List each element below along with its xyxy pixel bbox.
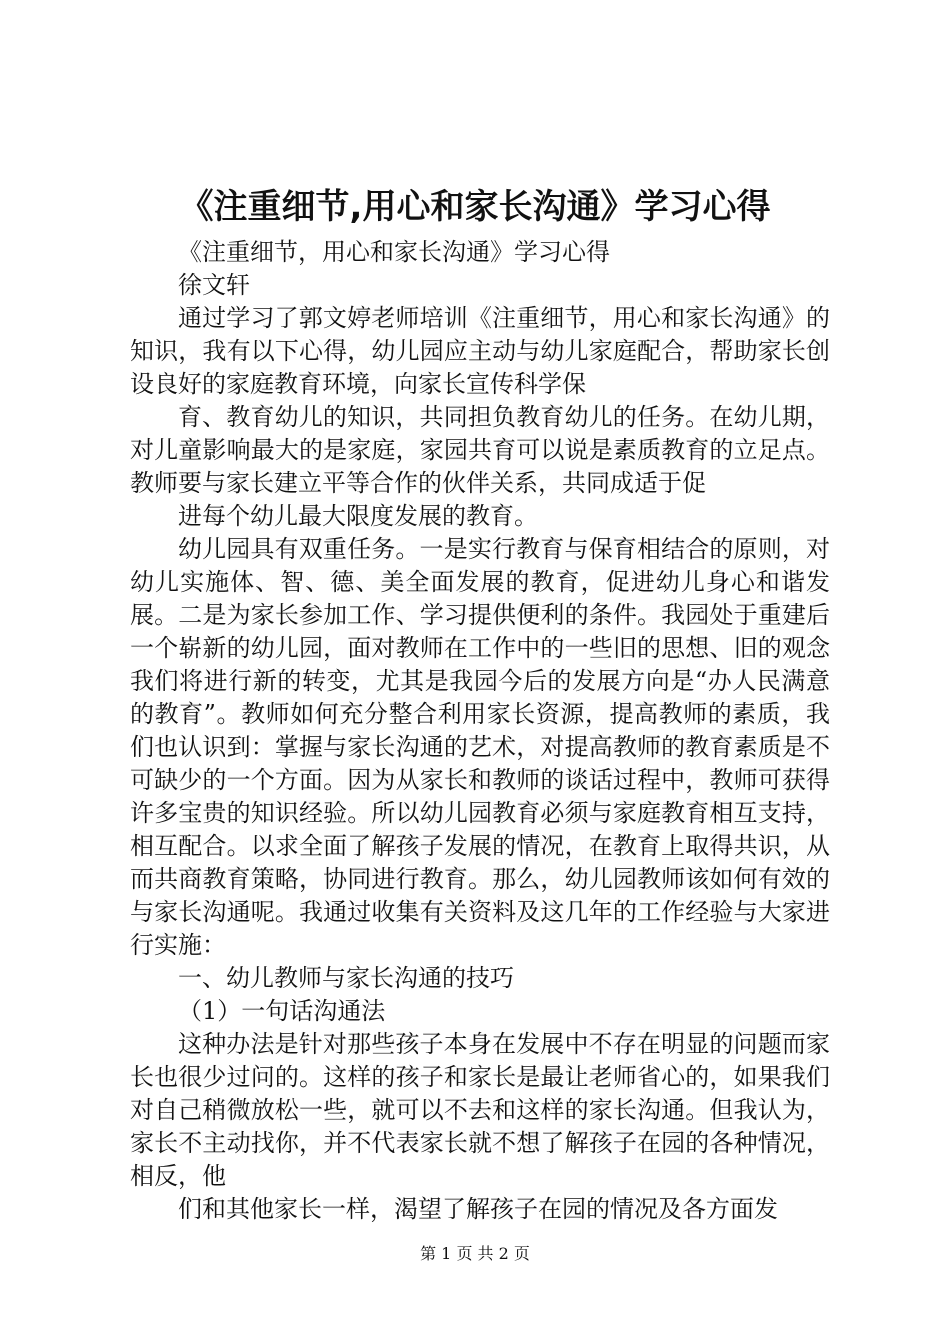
paragraph: 这种办法是针对那些孩子本身在发展中不存在明显的问题而家长也很少过问的。这样的孩子和家长是最让老师省心的，如果我们对自己稍微放松一些，就可以不去和这样的家长沟通。但我认为，家长不主动找你，并不代表家长就不想了解孩子在园的各种情况，相反，他 — [130, 1030, 830, 1190]
paragraph: 们和其他家长一样，渴望了解孩子在园的情况及各方面发 — [178, 1195, 778, 1223]
paragraph: 幼儿园具有双重任务。一是实行教育与保育相结合的原则，对幼儿实施体、智、德、美全面发展的教育，促进幼儿身心和谐发展。二是为家长参加工作、学习提供便利的条件。我园处于重建后一个崭新的幼儿园，面对教师在工作中的一些旧的思想、旧的观念我们将进行新的转变，尤其是我园今后的发展方向是“办人民满意的教育”。教师如何充分整合利用家长资源，提高教师的素质，我们也认识到：掌握与家长沟通的艺术，对提高教师的教育素质是不可缺少的一个方面。因为从家长和教师的谈话过程中，教师可获得许多宝贵的知识经验。所以幼儿园教育必须与家庭教育相互支持，相互配合。以求全面了解孩子发展的情况，在教育上取得共识，从而共商教育策略，协同进行教育。那么，幼儿园教师该如何有效的与家长沟通呢。我通过收集有关资料及这几年的工作经验与大家进行实施： — [130, 535, 830, 959]
paragraph: 通过学习了郭文婷老师培训《注重细节，用心和家长沟通》的知识，我有以下心得，幼儿园应主动与幼儿家庭配合，帮助家长创设良好的家庭教育环境，向家长宣传科学保 — [130, 304, 830, 398]
paragraph-author: 徐文轩 — [178, 271, 250, 299]
document-body — [130, 236, 830, 1226]
paragraph-subtitle: 《注重细节，用心和家长沟通》学习心得 — [178, 238, 610, 266]
section-heading: 一、幼儿教师与家长沟通的技巧 — [178, 964, 514, 992]
paragraph: 育、教育幼儿的知识，共同担负教育幼儿的任务。在幼儿期，对儿童影响最大的是家庭，家园共育可以说是素质教育的立足点。教师要与家长建立平等合作的伙伴关系，共同成适于促 — [130, 403, 830, 497]
document-title: 《注重细节,用心和家长沟通》学习心得 — [179, 187, 771, 227]
subsection-heading: （1）一句话沟通法 — [178, 997, 386, 1025]
page-footer: 第 1 页 共 2 页 — [420, 1244, 530, 1263]
paragraph: 进每个幼儿最大限度发展的教育。 — [178, 502, 538, 530]
